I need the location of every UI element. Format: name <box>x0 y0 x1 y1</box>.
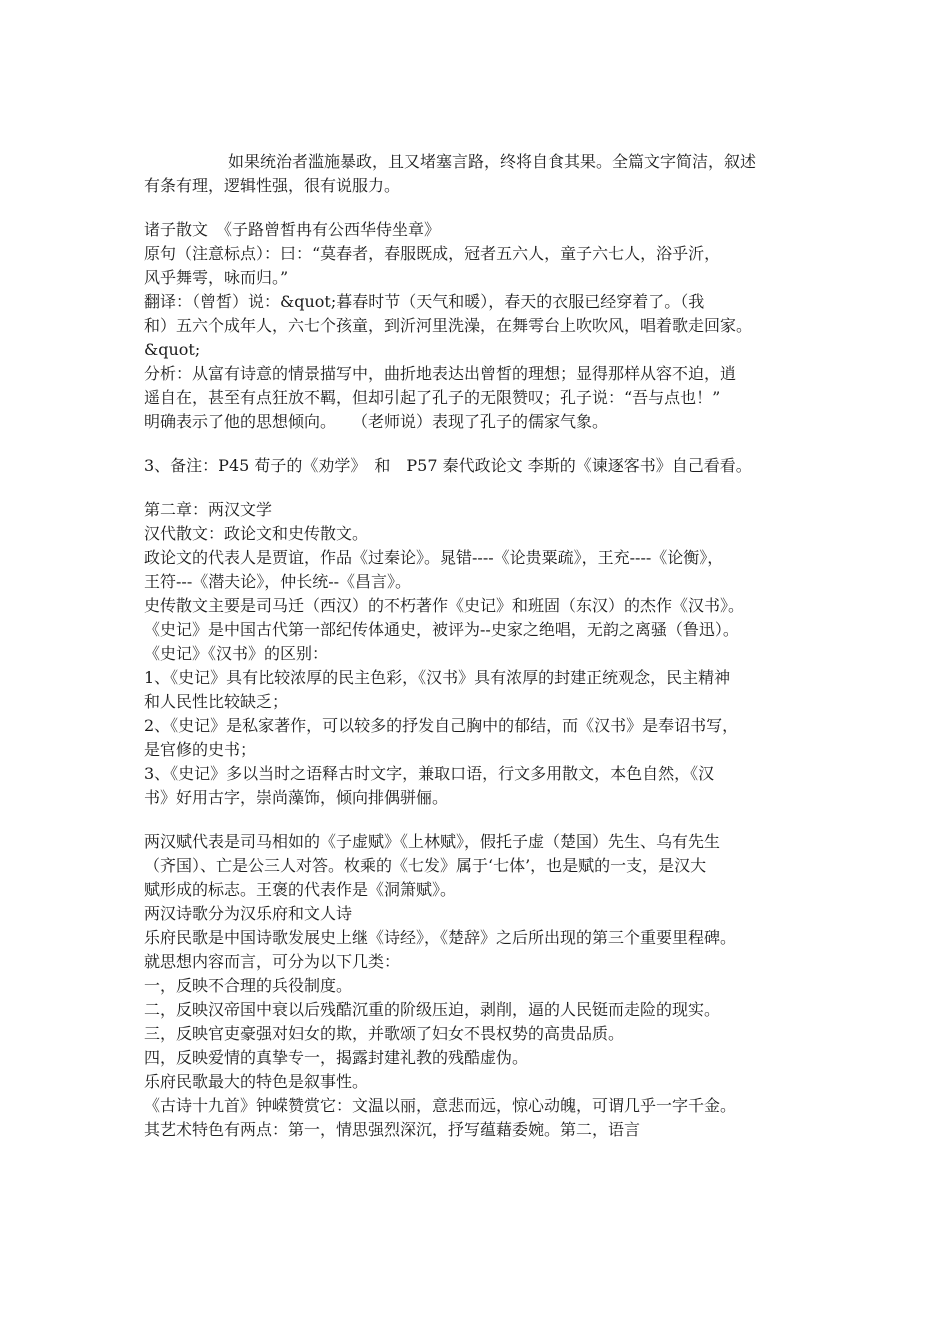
paragraph-line: 原句（注意标点）：曰：“莫春者，春服既成，冠者五六人，童子六七人，浴乎沂， <box>144 244 721 263</box>
paragraph-gap <box>144 434 812 454</box>
paragraph-line: 汉代散文：政论文和史传散文。 <box>144 524 369 543</box>
document-body <box>144 150 812 1142</box>
list-item-line: 1、《史记》具有比较浓厚的民主色彩，《汉书》具有浓厚的封建正统观念，民主精神 <box>144 668 731 687</box>
paragraph-line: 《古诗十九首》钟嵘赞赏它：文温以丽，意悲而远，惊心动魄，可谓几乎一字千金。 <box>144 1096 737 1115</box>
paragraph-line: 如果统治者滥施暴政，且又堵塞言路，终将自食其果。全篇文字简洁，叙述 <box>228 152 757 171</box>
chapter-heading: 第二章：两汉文学 <box>144 500 273 519</box>
paragraph-line: 其艺术特色有两点：第一，情思强烈深沉，抒写蕴藉委婉。第二，语言 <box>144 1120 641 1139</box>
paragraph-line: 分析：从富有诗意的情景描写中，曲折地表达出曾皙的理想；显得那样从容不迫，逍 <box>144 364 737 383</box>
paragraph-line: 王符---《潜夫论》，仲长统--《昌言》。 <box>144 572 412 591</box>
paragraph-line: 就思想内容而言，可分为以下几类： <box>144 952 401 971</box>
section-heading: 诸子散文 《子路曾皙冉有公西华侍坐章》 <box>144 220 441 239</box>
list-item-line: 是官修的史书； <box>144 740 257 759</box>
list-item-line: 书》好用古字，崇尚藻饰，倾向排偶骈俪。 <box>144 788 449 807</box>
note-line: 3、备注：P45 荀子的《劝学》 和 P57 秦代政论文 李斯的《谏逐客书》自己看看。 <box>144 456 752 475</box>
paragraph-line: 《史记》是中国古代第一部纪传体通史，被评为--史家之绝唱，无韵之离骚（鲁迅）。 <box>144 620 739 639</box>
paragraph-gap <box>144 478 812 498</box>
paragraph-line: 乐府民歌最大的特色是叙事性。 <box>144 1072 369 1091</box>
list-item-line: 2、《史记》是私家著作，可以较多的抒发自己胸中的郁结，而《汉书》是奉诏书写， <box>144 716 739 735</box>
paragraph-line: 史传散文主要是司马迁（西汉）的不朽著作《史记》和班固（东汉）的杰作《汉书》。 <box>144 596 745 615</box>
paragraph-line: 乐府民歌是中国诗歌发展史上继《诗经》，《楚辞》之后所出现的第三个重要里程碑。 <box>144 928 737 947</box>
list-item-line: 一，反映不合理的兵役制度。 <box>144 976 353 995</box>
paragraph-gap <box>144 810 812 830</box>
paragraph-line: 遥自在，甚至有点狂放不羁，但却引起了孔子的无限赞叹；孔子说：“吾与点也！” <box>144 388 721 407</box>
paragraph-line: 两汉诗歌分为汉乐府和文人诗 <box>144 904 353 923</box>
paragraph-line: 风乎舞雩，咏而归。” <box>144 268 289 287</box>
paragraph-line: 《史记》《汉书》的区别： <box>144 644 329 663</box>
paragraph-line: 赋形成的标志。王褒的代表作是《洞箫赋》。 <box>144 880 457 899</box>
paragraph-gap <box>144 198 812 218</box>
paragraph-line: &quot; <box>144 340 201 359</box>
paragraph-line: 和）五六个成年人，六七个孩童，到沂河里洗澡，在舞雩台上吹吹风，唱着歌走回家。 <box>144 316 753 335</box>
list-item-line: 3、《史记》多以当时之语释古时文字，兼取口语，行文多用散文，本色自然，《汉 <box>144 764 715 783</box>
paragraph-line: 有条有理，逻辑性强，很有说服力。 <box>144 176 401 195</box>
paragraph-line: （齐国）、亡是公三人对答。枚乘的《七发》属于‘七体’，也是赋的一支，是汉大 <box>144 856 707 875</box>
list-item-line: 和人民性比较缺乏； <box>144 692 289 711</box>
paragraph-line: 政论文的代表人是贾谊，作品《过秦论》。晁错----《论贵粟疏》，王充----《论衡》， <box>144 548 724 567</box>
list-item-line: 二，反映汉帝国中衰以后残酷沉重的阶级压迫，剥削，逼的人民铤而走险的现实。 <box>144 1000 721 1019</box>
list-item-line: 三，反映官吏豪强对妇女的欺，并歌颂了妇女不畏权势的高贵品质。 <box>144 1024 625 1043</box>
paragraph-line: 明确表示了他的思想倾向。 （老师说）表现了孔子的儒家气象。 <box>144 412 609 431</box>
paragraph-line: 翻译：（曾皙）说：&quot;暮春时节（天气和暖），春天的衣服已经穿着了。（我 <box>144 292 705 311</box>
list-item-line: 四，反映爱情的真挚专一，揭露封建礼教的残酷虚伪。 <box>144 1048 529 1067</box>
paragraph-line: 两汉赋代表是司马相如的《子虚赋》《上林赋》，假托子虚（楚国）先生、乌有先生 <box>144 832 721 851</box>
